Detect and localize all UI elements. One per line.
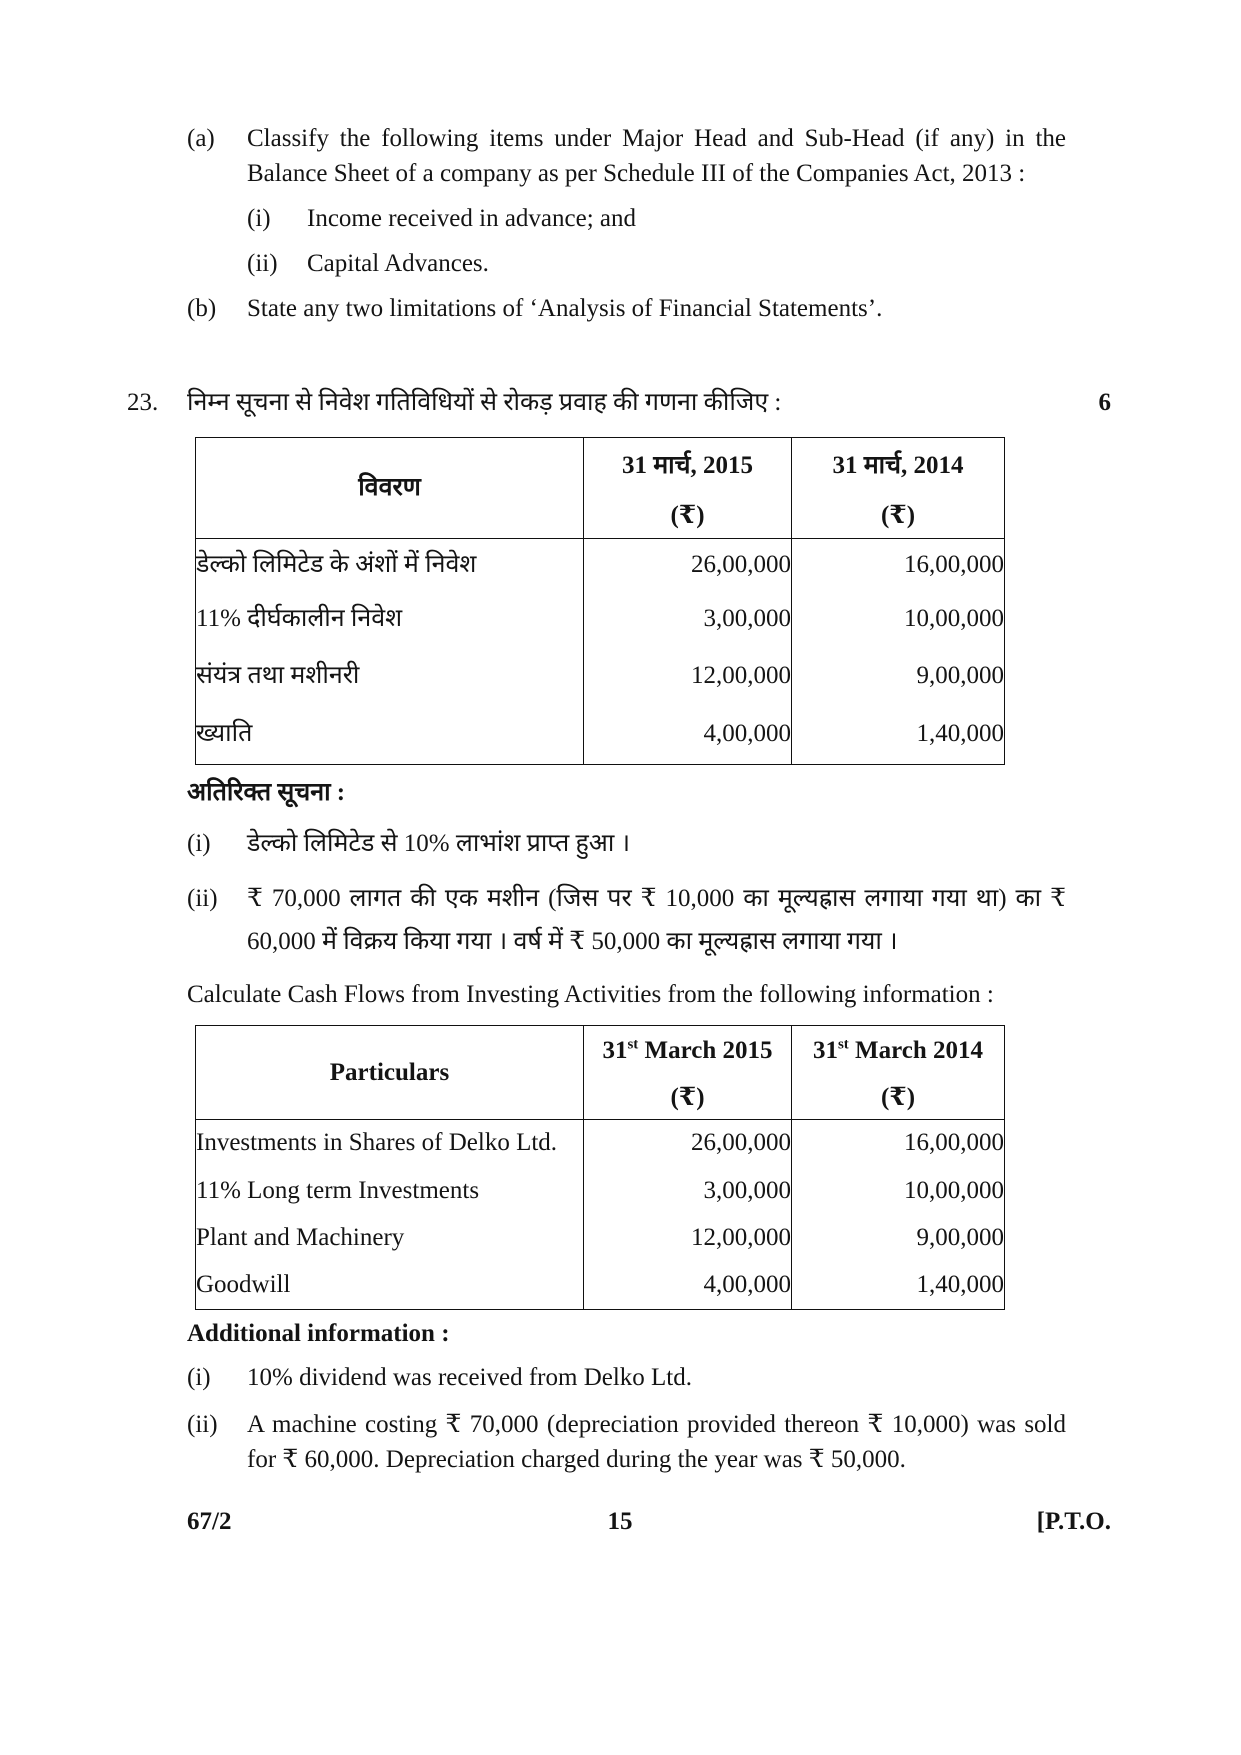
question-prompt-english: Calculate Cash Flows from Investing Activities from the following information : xyxy=(187,981,994,1008)
value-2015: 26,00,000 xyxy=(584,539,792,591)
header-unit: (₹) xyxy=(670,502,705,529)
value-2015: 4,00,000 xyxy=(584,704,792,765)
value-2014: 10,00,000 xyxy=(792,591,1005,648)
value-2014: 9,00,000 xyxy=(792,1215,1005,1262)
additional-heading-english: Additional information : xyxy=(187,1320,450,1347)
additional-item-text: ₹ 70,000 लागत की एक मशीन (जिस पर ₹ 10,000 का मूल्यह्रास लगाया गया था) का ₹ 60,000 में विक्रय किया गया । वर्ष में ₹ 50,000 का मूल्यह्रास लगाया गया । xyxy=(247,885,1066,955)
header-date: 31 मार्च, 2015 xyxy=(621,452,754,479)
table-row xyxy=(196,1167,1005,1215)
question-number: 23. xyxy=(127,389,159,416)
additional-item-text: A machine costing ₹ 70,000 (depreciation provided thereon ₹ 10,000) was sold for ₹ 60,000. Depreciation charged during the year was ₹ 50,000. xyxy=(247,1411,1066,1473)
header-date xyxy=(792,1026,1004,1076)
table-row xyxy=(196,1215,1005,1262)
header-date xyxy=(584,1026,791,1076)
table-row xyxy=(196,591,1005,648)
table-row xyxy=(196,1262,1005,1310)
row-label: Investments in Shares of Delko Ltd. xyxy=(196,1120,584,1167)
header-date: 31 मार्च, 2014 xyxy=(832,452,964,479)
value-2014: 10,00,000 xyxy=(792,1167,1005,1215)
header-2014 xyxy=(792,438,1005,539)
value-2014: 1,40,000 xyxy=(792,1262,1005,1310)
question-prompt-hindi: निम्न सूचना से निवेश गतिविधियों से रोकड़ प्रवाह की गणना कीजिए : xyxy=(187,389,782,416)
footer-pto: [P.T.O. xyxy=(1036,1508,1111,1535)
value-2014: 16,00,000 xyxy=(792,1120,1005,1167)
value-2015: 3,00,000 xyxy=(584,591,792,648)
table-row xyxy=(196,1120,1005,1167)
footer-page-number: 15 xyxy=(607,1508,633,1535)
footer-paper-code: 67/2 xyxy=(187,1508,232,1535)
header-particulars: विवरण xyxy=(196,438,584,539)
header-unit: (₹) xyxy=(670,1084,705,1111)
table-header-row xyxy=(196,1026,1005,1120)
header-unit: (₹) xyxy=(880,1084,916,1111)
value-2014: 1,40,000 xyxy=(792,704,1005,765)
part-b-text: State any two limitations of ‘Analysis of Financial Statements’. xyxy=(247,295,883,322)
additional-item-text: डेल्को लिमिटेड से 10% लाभांश प्राप्त हुआ । xyxy=(247,830,631,857)
row-label: ख्याति xyxy=(196,704,584,765)
row-label: डेल्को लिमिटेड के अंशों में निवेश xyxy=(196,539,584,591)
header-day-suffix: st xyxy=(837,1036,849,1053)
additional-item-marker: (i) xyxy=(187,1364,211,1391)
table-english xyxy=(195,1025,1005,1310)
header-2014 xyxy=(792,1026,1005,1120)
question-marks: 6 xyxy=(1098,389,1111,416)
part-a-text: Classify the following items under Major Head and Sub-Head (if any) in the Balance Sheet of a company as per Schedule III of the Companies Act, 2013 : xyxy=(247,125,1066,187)
value-2014: 9,00,000 xyxy=(792,648,1005,704)
table-header-row xyxy=(196,438,1005,539)
part-a-item-marker: (i) xyxy=(247,205,271,232)
row-label: 11% Long term Investments xyxy=(196,1167,584,1215)
row-label: Plant and Machinery xyxy=(196,1215,584,1262)
value-2015: 12,00,000 xyxy=(584,1215,792,1262)
header-day: 31 xyxy=(812,1037,838,1064)
part-a-item-text: Capital Advances. xyxy=(307,250,489,277)
header-month-year: March 2015 xyxy=(638,1037,773,1064)
row-label: Goodwill xyxy=(196,1262,584,1310)
header-unit: (₹) xyxy=(880,502,916,529)
header-day-suffix: st xyxy=(627,1036,639,1053)
additional-item-marker: (ii) xyxy=(187,885,218,912)
additional-heading-hindi: अतिरिक्त सूचना : xyxy=(187,779,346,806)
additional-item-marker: (ii) xyxy=(187,1411,218,1438)
table-row xyxy=(196,704,1005,765)
additional-item-marker: (i) xyxy=(187,830,211,857)
value-2015: 4,00,000 xyxy=(584,1262,792,1310)
table-hindi xyxy=(195,437,1005,765)
header-day: 31 xyxy=(602,1037,628,1064)
value-2015: 3,00,000 xyxy=(584,1167,792,1215)
value-2014: 16,00,000 xyxy=(792,539,1005,591)
row-label: 11% दीर्घकालीन निवेश xyxy=(196,591,584,648)
part-a-item-text: Income received in advance; and xyxy=(307,205,636,232)
value-2015: 12,00,000 xyxy=(584,648,792,704)
additional-item-text: 10% dividend was received from Delko Ltd. xyxy=(247,1364,693,1391)
table-row xyxy=(196,539,1005,591)
table-row xyxy=(196,648,1005,704)
header-particulars: Particulars xyxy=(196,1026,584,1120)
header-month-year: March 2014 xyxy=(848,1037,984,1064)
part-a-item-marker: (ii) xyxy=(247,250,278,277)
header-2015 xyxy=(584,438,792,539)
header-2015 xyxy=(584,1026,792,1120)
part-a-marker: (a) xyxy=(187,125,215,152)
row-label: संयंत्र तथा मशीनरी xyxy=(196,648,584,704)
part-b-marker: (b) xyxy=(187,295,217,322)
value-2015: 26,00,000 xyxy=(584,1120,792,1167)
